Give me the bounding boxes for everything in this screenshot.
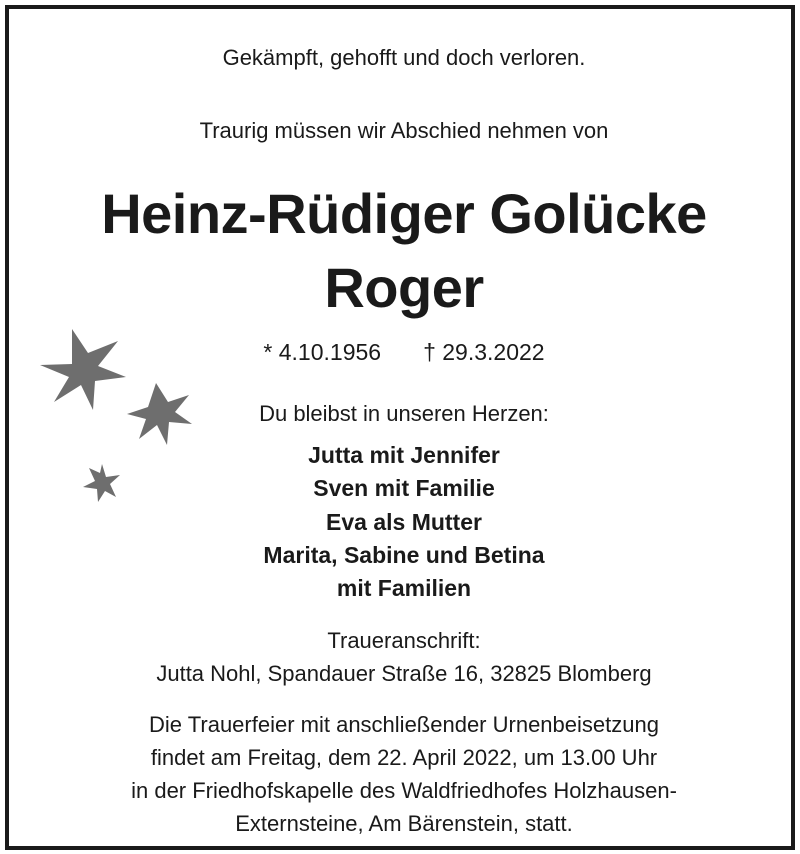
address-label: Traueranschrift: [327, 628, 481, 653]
mourner-line: Eva als Mutter [326, 509, 482, 535]
birth-date: * 4.10.1956 [263, 339, 382, 365]
mourner-line: Marita, Sabine und Betina [263, 542, 545, 568]
obituary-frame [5, 5, 795, 850]
ceremony-line: Externsteine, Am Bärenstein, statt. [235, 811, 573, 836]
motto-text: Gekämpft, gehofft und doch verloren. [222, 45, 586, 70]
deceased-name: Heinz-Rüdiger Golücke [101, 182, 707, 245]
address-line: Jutta Nohl, Spandauer Straße 16, 32825 Blomberg [156, 661, 652, 686]
intro-text: Traurig müssen wir Abschied nehmen von [199, 118, 609, 143]
mourner-line: Jutta mit Jennifer [308, 442, 500, 468]
ceremony-line: findet am Freitag, dem 22. April 2022, um 13.00 Uhr [150, 745, 658, 770]
life-dates [9, 339, 799, 366]
death-date: † 29.3.2022 [423, 339, 545, 365]
mourner-line: mit Familien [336, 575, 472, 601]
deceased-nickname: Roger [324, 256, 484, 319]
ceremony-line: Die Trauerfeier mit anschließender Urnenbeisetzung [149, 712, 659, 737]
farewell-text: Du bleibst in unseren Herzen: [259, 401, 549, 426]
ceremony-line: in der Friedhofskapelle des Waldfriedhofes Holzhausen- [131, 778, 677, 803]
mourner-line: Sven mit Familie [313, 475, 495, 501]
